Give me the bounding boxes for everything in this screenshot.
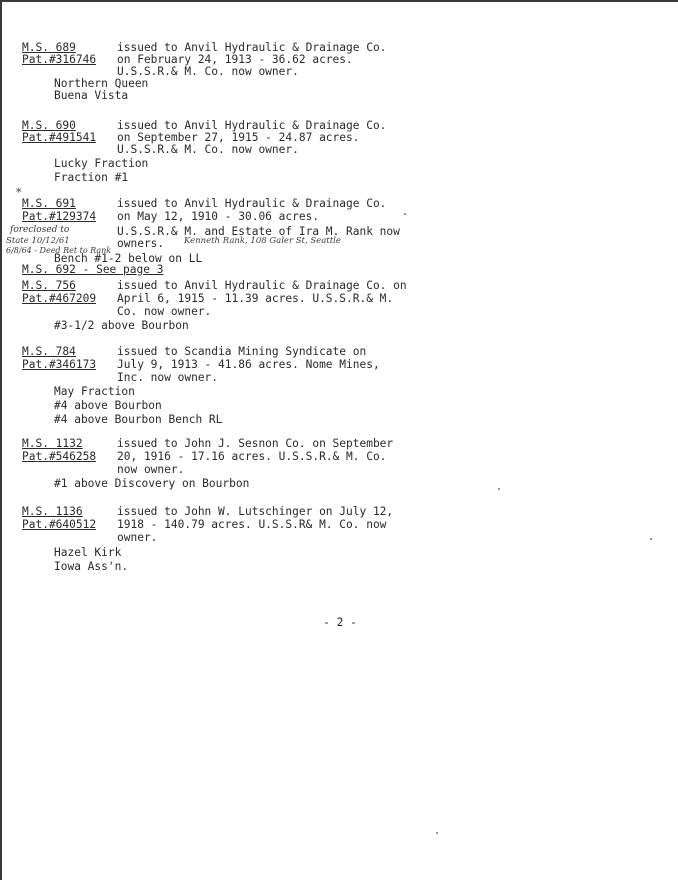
survey-number: M.S. 1132 bbox=[22, 437, 83, 450]
handwritten-note: 6/8/64 - Deed Ret to Rank bbox=[6, 246, 112, 255]
survey-number: M.S. 691 bbox=[22, 197, 76, 210]
handwritten-note: foreclosed to bbox=[10, 225, 70, 235]
entry-text-line: issued to Anvil Hydraulic & Drainage Co. bbox=[117, 197, 387, 210]
patent-number: Pat.#491541 bbox=[22, 131, 97, 144]
scan-speck bbox=[436, 832, 438, 834]
page-number: - 2 - bbox=[323, 616, 357, 629]
patent-number: Pat.#546258 bbox=[22, 450, 97, 463]
survey-number: M.S. 1136 bbox=[22, 505, 83, 518]
claim-location: Buena Vista bbox=[54, 89, 129, 102]
entry-text-line: on February 24, 1913 - 36.62 acres. bbox=[117, 53, 353, 66]
handwritten-note: State 10/12/61 bbox=[6, 236, 70, 246]
entry-text-line: issued to Anvil Hydraulic & Drainage Co. bbox=[117, 41, 387, 54]
entry-text-line: April 6, 1915 - 11.39 acres. U.S.S.R.& M. bbox=[117, 292, 394, 305]
patent-number: Pat.#129374 bbox=[22, 210, 97, 223]
claim-location: Bench #1-2 below on LL bbox=[54, 252, 203, 265]
entry-text-line: 20, 1916 - 17.16 acres. U.S.S.R.& M. Co. bbox=[117, 450, 387, 463]
claim-location: #3-1/2 above Bourbon bbox=[54, 319, 189, 332]
entry-text-line: issued to Anvil Hydraulic & Drainage Co. on bbox=[117, 279, 407, 292]
entry-text-line: issued to Anvil Hydraulic & Drainage Co. bbox=[117, 119, 387, 132]
survey-number: M.S. 689 bbox=[22, 41, 76, 54]
entry-text-line: now owner. bbox=[117, 463, 185, 476]
claim-location: #4 above Bourbon bbox=[54, 399, 162, 412]
claim-location: Lucky Fraction bbox=[54, 157, 149, 170]
patent-number: Pat.#346173 bbox=[22, 358, 97, 371]
handwritten-asterisk: * bbox=[16, 186, 22, 199]
claim-location: Iowa Ass'n. bbox=[54, 560, 129, 573]
entry-text-line: owner. bbox=[117, 531, 158, 544]
scan-speck bbox=[650, 538, 652, 540]
entry-text-line: Inc. now owner. bbox=[117, 371, 219, 384]
claim-location: Hazel Kirk bbox=[54, 546, 122, 559]
entry-text-line: issued to Scandia Mining Syndicate on bbox=[117, 345, 367, 358]
entry-text-line: on September 27, 1915 - 24.87 acres. bbox=[117, 131, 360, 144]
claim-location: #4 above Bourbon Bench RL bbox=[54, 413, 223, 426]
claim-location: Fraction #1 bbox=[54, 171, 129, 184]
entry-text-line: on May 12, 1910 - 30.06 acres. bbox=[117, 210, 320, 223]
survey-number: M.S. 784 bbox=[22, 345, 76, 358]
claim-location: Northern Queen bbox=[54, 77, 149, 90]
claim-location: #1 above Discovery on Bourbon bbox=[54, 477, 250, 490]
patent-number: Pat.#467209 bbox=[22, 292, 97, 305]
entry-text-line: 1918 - 140.79 acres. U.S.S.R& M. Co. now bbox=[117, 518, 387, 531]
entry-text-line: U.S.S.R.& M. and Estate of Ira M. Rank now bbox=[117, 225, 400, 238]
scan-speck bbox=[404, 213, 406, 215]
claim-location: May Fraction bbox=[54, 385, 135, 398]
entry-text-line: U.S.S.R.& M. Co. now owner. bbox=[117, 143, 299, 156]
handwritten-note: Kenneth Rank, 108 Galer St, Seattle bbox=[184, 236, 341, 246]
entry-text-line: issued to John J. Sesnon Co. on September bbox=[117, 437, 394, 450]
patent-number: Pat.#316746 bbox=[22, 53, 97, 66]
entry-text-line: issued to John W. Lutschinger on July 12, bbox=[117, 505, 394, 518]
survey-number: M.S. 690 bbox=[22, 119, 76, 132]
survey-number: M.S. 756 bbox=[22, 279, 76, 292]
entry-text-line: Co. now owner. bbox=[117, 305, 212, 318]
scan-speck bbox=[498, 488, 500, 490]
patent-number: Pat.#640512 bbox=[22, 518, 97, 531]
entry-text-line: July 9, 1913 - 41.86 acres. Nome Mines, bbox=[117, 358, 380, 371]
cross-reference-note: M.S. 692 - See page 3 bbox=[22, 263, 164, 276]
entry-text-line: U.S.S.R.& M. Co. now owner. bbox=[117, 65, 299, 78]
entry-text-line: owners. bbox=[117, 237, 165, 250]
